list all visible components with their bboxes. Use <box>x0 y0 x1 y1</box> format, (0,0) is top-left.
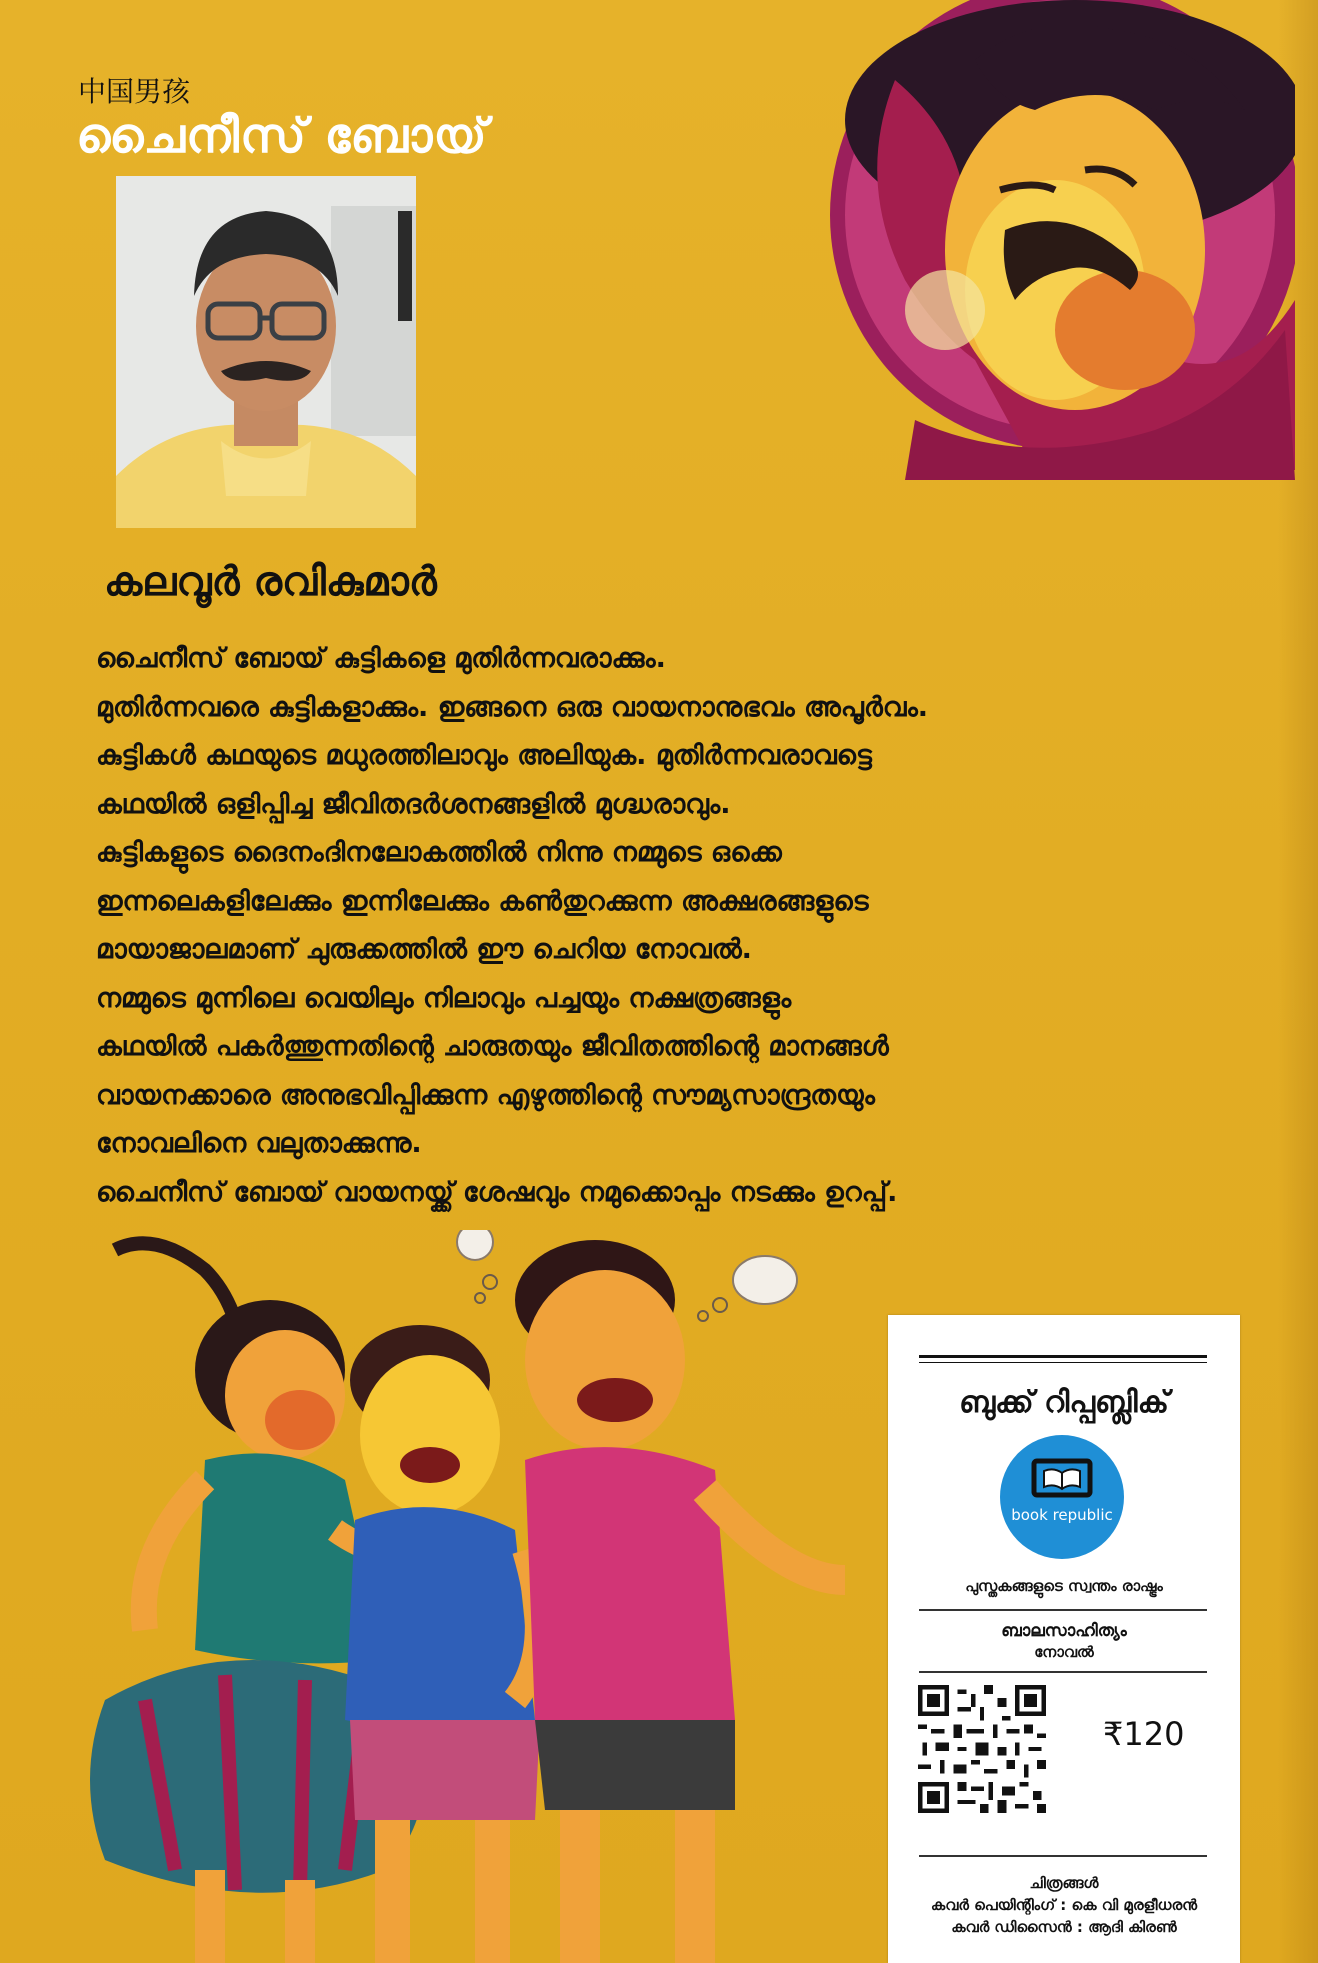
author-photo <box>116 176 416 528</box>
blurb-line: ചൈനീസ് ബോയ് കുട്ടികളെ മുതിർന്നവരാക്കും. <box>96 643 666 674</box>
credit-line: കവർ പെയിന്റിംഗ് : കെ വി മുരളീധരൻ <box>930 1896 1198 1914</box>
price-label: ₹120 <box>1103 1715 1185 1753</box>
blurb-line: മായാജാലമാണ് ചുരുക്കത്തിൽ ഈ ചെറിയ നോവൽ. <box>96 934 752 965</box>
author-name: കലവൂർ രവികുമാർ <box>104 559 437 605</box>
book-republic-logo <box>1000 1435 1124 1559</box>
book-title: ചൈനീസ് ബോയ് <box>76 108 488 164</box>
publisher-tagline: പുസ്തകങ്ങളുടെ സ്വന്തം രാഷ്ട്രം <box>965 1577 1163 1595</box>
logo-text: book republic <box>1011 1506 1113 1524</box>
publisher-name: ബുക്ക് റിപ്പബ്ലിക് <box>959 1385 1169 1420</box>
blurb-line: കുട്ടികളുടെ ദൈനംദിനലോകത്തിൽ നിന്നു നമ്മുടെ ഒക്കെ <box>96 837 782 868</box>
credits <box>888 1872 1240 1938</box>
blurb-line: നമ്മുടെ മുന്നിലെ വെയിലും നിലാവും പച്ചയും നക്ഷത്രങ്ങളും <box>96 982 792 1014</box>
divider <box>919 1355 1207 1358</box>
divider <box>919 1609 1207 1611</box>
blurb-line: വായനക്കാരെ അനുഭവിപ്പിക്കുന്ന എഴുത്തിന്റെ സൗമ്യസാന്ദ്രതയും <box>96 1079 875 1111</box>
subgenre-label: നോവൽ <box>1034 1643 1094 1661</box>
blurb-line: കഥയിൽ പകർത്തുന്നതിന്റെ ചാരുതയും ജീവിതത്തിന്റെ മാനങ്ങൾ <box>96 1031 889 1062</box>
blurb-line: കുട്ടികൾ കഥയുടെ മധുരത്തിലാവും അലിയുക. മുതിർന്നവരാവട്ടെ <box>96 740 872 771</box>
credit-line: കവർ ഡിസൈൻ : ആദി കിരൺ <box>951 1918 1177 1936</box>
blurb-line: നോവലിനെ വലുതാക്കുന്നു. <box>96 1128 422 1159</box>
chinese-title: 中国男孩 <box>78 75 191 108</box>
divider <box>919 1671 1207 1673</box>
kids-illustration <box>85 1230 905 1963</box>
blurb-line: ചൈനീസ് ബോയ് വായനയ്ക്ക് ശേഷവും നമുക്കൊപ്പം നടക്കും ഉറപ്പ്. <box>96 1176 898 1208</box>
top-illustration <box>775 0 1295 480</box>
blurb-line: ഇന്നലെകളിലേക്കും ഇന്നിലേക്കും കൺതുറക്കുന്ന അക്ഷരങ്ങളുടെ <box>96 885 869 917</box>
credits-heading: ചിത്രങ്ങൾ <box>1029 1874 1099 1892</box>
blurb-line: കഥയിൽ ഒളിപ്പിച്ച ജീവിതദർശനങ്ങളിൽ മുഗ്ദ്ധരാവും. <box>96 788 731 820</box>
publisher-price-box <box>888 1315 1240 1963</box>
divider <box>919 1362 1207 1363</box>
book-republic-logo-icon <box>1030 1457 1094 1505</box>
blurb-text <box>96 635 1096 1217</box>
qr-code <box>918 1685 1046 1813</box>
genre-label: ബാലസാഹിത്യം <box>1001 1621 1127 1641</box>
divider <box>919 1855 1207 1857</box>
blurb-line: മുതിർന്നവരെ കുട്ടികളാക്കും. ഇങ്ങനെ ഒരു വായനാനുഭവം അപൂർവം. <box>96 691 929 723</box>
